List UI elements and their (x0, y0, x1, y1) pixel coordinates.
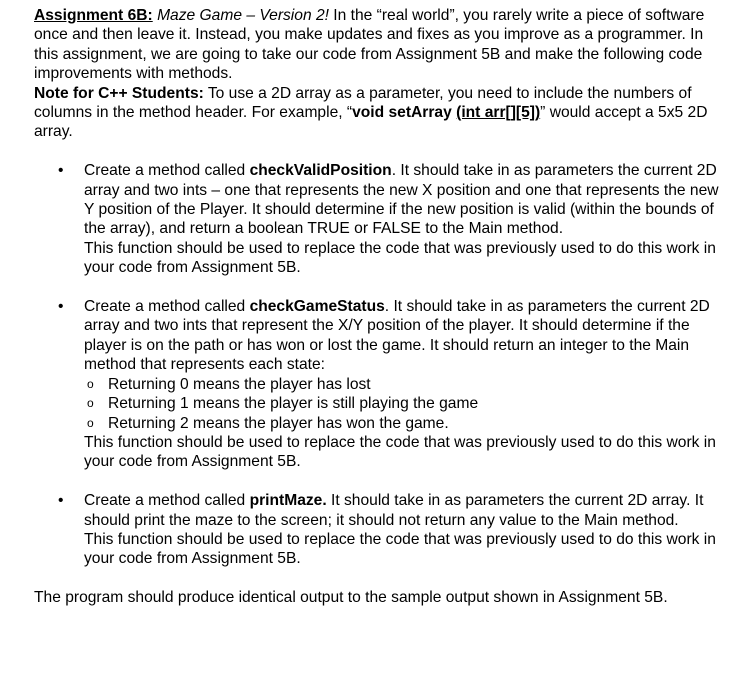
status-text: Returning 1 means the player is still playing the game (108, 395, 479, 413)
method-prefix: Create a method called (84, 492, 250, 510)
status-list (84, 375, 728, 433)
code-parameter: (int arr[][5]) (456, 104, 541, 122)
bullet-icon: • (58, 162, 64, 180)
status-item (84, 414, 728, 433)
cpp-note-label: Note for C++ Students: (34, 84, 204, 102)
method-description (84, 297, 728, 375)
assignment-subtitle: Maze Game – Version 2! (157, 7, 329, 24)
replace-note: This function should be used to replace the code that was previously used to do this work in your code from Assignment 5B. (84, 530, 716, 568)
intro-text: In the “real world”, you rarely write a piece of software once and then leave it. Instead, you make updates and fixes as you improve as a programmer. In this assignment, we are going to take our code from Assignment 5B and make the following code improvements with methods. (34, 7, 705, 83)
spacer (34, 569, 728, 588)
status-text: Returning 2 means the player has won the game. (108, 414, 449, 432)
sub-bullet-icon: o (87, 376, 94, 391)
method-details: . It should take in as parameters the current 2D array and two ints – one that represents the new X position and one that represents the new Y position of the Player. It should determine if the new position is valid (within the bounds of the array), and return a boolean TRUE or FALSE to the Main method. (84, 162, 719, 238)
method-details: It should take in as parameters the current 2D array. It should print the maze to the screen; it should not return any value to the Main method. (84, 492, 704, 529)
method-description (84, 491, 728, 530)
replace-note: This function should be used to replace the code that was previously used to do this work in your code from Assignment 5B. (84, 433, 716, 471)
method-item-check-game-status (34, 297, 728, 472)
method-name: checkValidPosition (249, 162, 392, 180)
method-description (84, 161, 728, 239)
status-text: Returning 0 means the player has lost (108, 375, 371, 393)
method-item-print-maze (34, 491, 728, 569)
status-item (84, 394, 728, 413)
assignment-heading: Assignment 6B: (34, 7, 153, 24)
bullet-icon: • (58, 298, 64, 316)
cpp-note-after: would accept a 5x5 2D array. (34, 104, 708, 141)
cpp-note-paragraph (34, 84, 728, 142)
method-item-check-valid-position (34, 161, 728, 277)
code-function-name: void setArray (352, 104, 457, 122)
replace-note: This function should be used to replace the code that was previously used to do this work in your code from Assignment 5B. (84, 239, 716, 277)
intro-paragraph (34, 6, 728, 84)
sub-bullet-icon: o (87, 396, 94, 411)
method-prefix: Create a method called (84, 162, 250, 180)
bullet-icon: • (58, 492, 64, 510)
method-details: . It should take in as parameters the current 2D array and two ints that represent the X/Y position of the player. It should determine if the player is on the path or has won or lost the game. It should return an integer to the Main method that represents each state: (84, 298, 710, 374)
status-item (84, 375, 728, 394)
conclusion-paragraph: The program should produce identical output to the sample output shown in Assignment 5B. (34, 589, 668, 607)
method-name: checkGameStatus (249, 298, 385, 316)
spacer (34, 278, 728, 297)
method-prefix: Create a method called (84, 298, 250, 316)
spacer (34, 142, 728, 161)
method-list (34, 161, 728, 569)
sub-bullet-icon: o (87, 415, 94, 430)
spacer (34, 472, 728, 491)
method-name: printMaze. (249, 492, 327, 510)
cpp-note-text: To use a 2D array as a parameter, you need to include the numbers of columns in the method header. For example, “ (34, 84, 692, 122)
code-close-quote: ” (540, 104, 546, 122)
